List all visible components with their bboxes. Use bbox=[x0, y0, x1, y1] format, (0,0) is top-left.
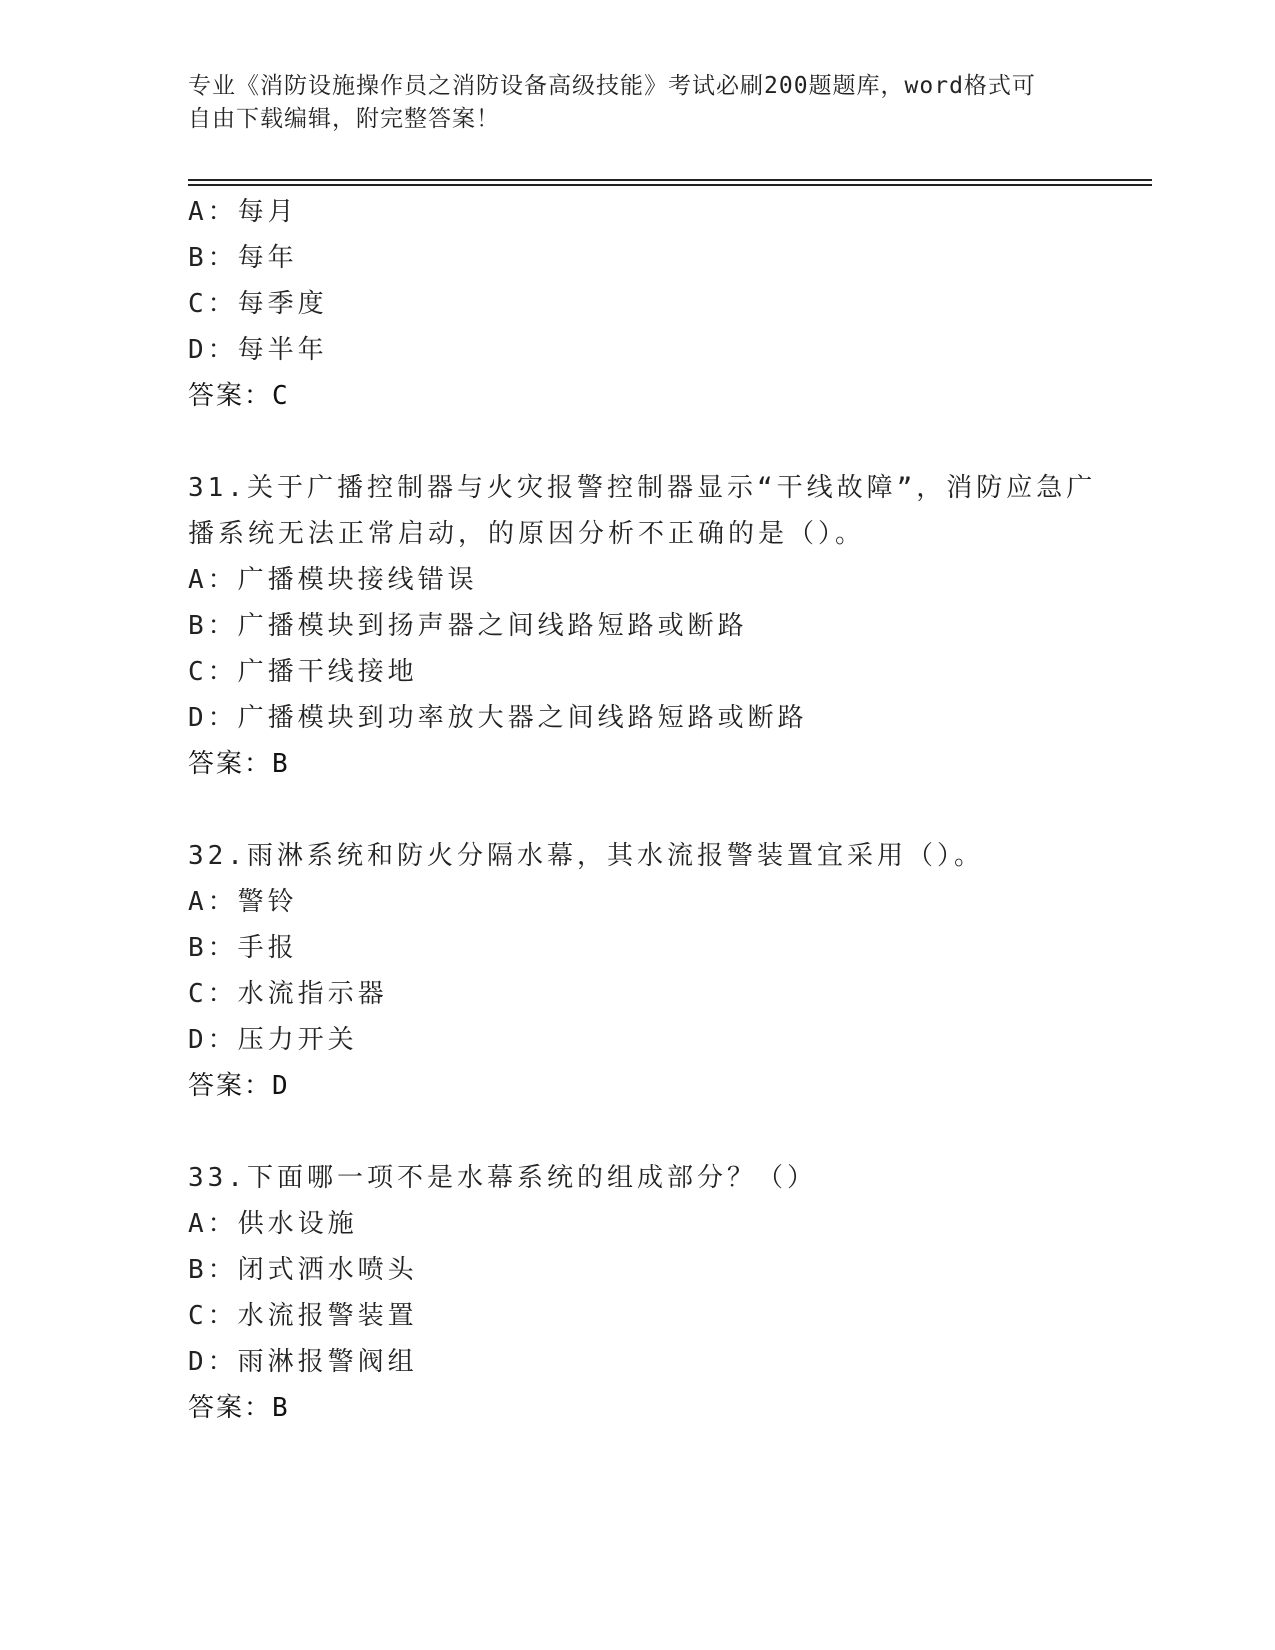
question-stem-line-2: 播系统无法正常启动，的原因分析不正确的是（）。 bbox=[188, 519, 866, 549]
question-stem-line-1: 31.关于广播控制器与火灾报警控制器显示“干线故障”，消防应急广 bbox=[188, 473, 1097, 503]
option-c: C：每季度 bbox=[188, 289, 328, 319]
option-c: C：水流指示器 bbox=[188, 979, 388, 1009]
option-d: D：压力开关 bbox=[188, 1025, 358, 1055]
header-line-2: 自由下载编辑，附完整答案！ bbox=[188, 106, 500, 132]
answer-label: 答案： bbox=[188, 1393, 273, 1423]
option-d: D：雨淋报警阀组 bbox=[188, 1347, 418, 1377]
answer-line bbox=[188, 741, 1088, 787]
answer-value: B bbox=[272, 749, 288, 779]
answer-value: C bbox=[272, 381, 288, 411]
answer-label: 答案： bbox=[188, 381, 273, 411]
answer-label: 答案： bbox=[188, 749, 273, 779]
option-a: A：每月 bbox=[188, 197, 298, 227]
question-30-continued bbox=[188, 189, 1088, 419]
question-32 bbox=[188, 833, 1088, 1109]
page-header bbox=[188, 70, 1088, 136]
answer-value: D bbox=[272, 1071, 288, 1101]
option-b: B：每年 bbox=[188, 243, 298, 273]
question-33 bbox=[188, 1155, 1088, 1431]
option-a: A：供水设施 bbox=[188, 1209, 358, 1239]
answer-value: B bbox=[272, 1393, 288, 1423]
option-d: D：每半年 bbox=[188, 335, 328, 365]
option-a: A：警铃 bbox=[188, 887, 298, 917]
option-b: B：闭式洒水喷头 bbox=[188, 1255, 418, 1285]
option-c: C：广播干线接地 bbox=[188, 657, 418, 687]
option-b: B：手报 bbox=[188, 933, 298, 963]
header-line-1: 专业《消防设施操作员之消防设备高级技能》考试必刷200题题库，word格式可 bbox=[188, 73, 1036, 99]
option-d: D：广播模块到功率放大器之间线路短路或断路 bbox=[188, 703, 808, 733]
option-a: A：广播模块接线错误 bbox=[188, 565, 478, 595]
answer-line bbox=[188, 1385, 1088, 1431]
option-c: C：水流报警装置 bbox=[188, 1301, 418, 1331]
question-31 bbox=[188, 465, 1097, 787]
answer-line bbox=[188, 1063, 1088, 1109]
answer-line bbox=[188, 373, 1088, 419]
option-b: B：广播模块到扬声器之间线路短路或断路 bbox=[188, 611, 748, 641]
question-stem-line-1: 32.雨淋系统和防火分隔水幕，其水流报警装置宜采用（）。 bbox=[188, 841, 984, 871]
header-divider-top bbox=[188, 179, 1152, 181]
question-stem-line-1: 33.下面哪一项不是水幕系统的组成部分？（） bbox=[188, 1163, 817, 1193]
question-list bbox=[188, 189, 1097, 1431]
header-divider-bottom bbox=[188, 184, 1152, 186]
answer-label: 答案： bbox=[188, 1071, 273, 1101]
